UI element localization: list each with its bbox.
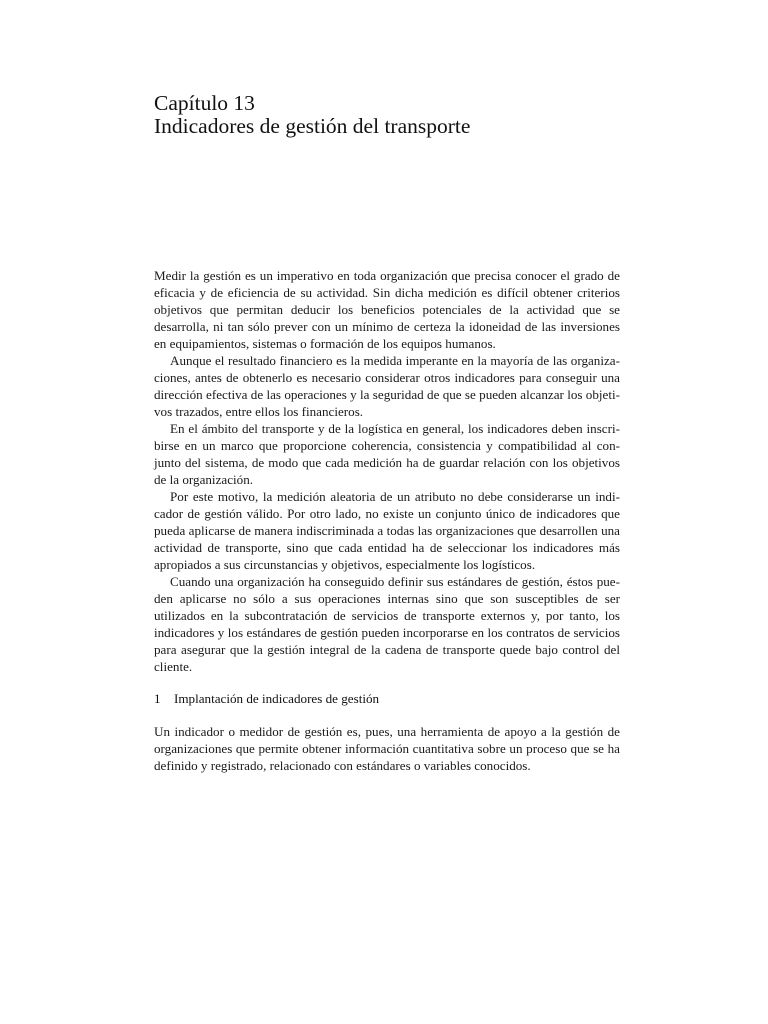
section-title: Implantación de indicadores de gestión: [174, 691, 380, 706]
section-text: [154, 723, 620, 774]
paragraph: Medir la gestión es un imperativo en toda organización que precisa conocer el grado de eficacia y de eficiencia de su actividad. Sin dicha medición es difícil obtener criterios objetivos que permitan deducir los beneficios potenciales de la actividad que se desarrolla, ni tan sólo prever con un mínimo de certeza la idoneidad de las inversiones en equipamientos, sistemas o formación de los equipos humanos.: [154, 268, 620, 351]
paragraph: En el ámbito del transporte y de la logística en general, los indicadores deben inscribirse en un marco que proporcione coherencia, consistencia y compatibilidad al conjunto del sistema, de modo que cada medición ha de guardar relación con los objetivos de la organización.: [154, 421, 620, 487]
chapter-title: Indicadores de gestión del transporte: [154, 114, 471, 138]
section-heading: [154, 690, 620, 707]
intro-text: [154, 267, 620, 675]
chapter-heading: [154, 92, 624, 138]
section-number: 1: [154, 691, 161, 706]
paragraph: Un indicador o medidor de gestión es, pues, una herramienta de apoyo a la gestión de organizaciones que permite obtener información cuantitativa sobre un proceso que se ha definido y registrado, relacionado con estándares o variables conocidos.: [154, 724, 620, 773]
paragraph: Aunque el resultado financiero es la medida imperante en la mayoría de las organizaciones, antes de obtenerlo es necesario considerar otros indicadores para conseguir una dirección efectiva de las operaciones y la seguridad de que se pueden alcanzar los objetivos trazados, entre ellos los financieros.: [154, 353, 620, 419]
paragraph: Por este motivo, la medición aleatoria de un atributo no debe considerarse un indicador de gestión válido. Por otro lado, no existe un conjunto único de indicadores que pueda aplicarse de manera indiscriminada a todas las organizaciones que desarrollen una actividad de transporte, sino que cada entidad ha de seleccionar los indicadores más apropiados a sus circunstancias y objetivos, especialmente los logísticos.: [154, 489, 620, 572]
chapter-number: Capítulo 13: [154, 91, 255, 115]
paragraph: Cuando una organización ha conseguido definir sus estándares de gestión, éstos pueden aplicarse no sólo a sus operaciones internas sino que son susceptibles de ser utilizados en la subcontratación de servicios de transporte externos y, por tanto, los indicadores y los estándares de gestión pueden incorporarse en los contratos de servicios para asegurar que la gestión integral de la cadena de transporte quede bajo control del cliente.: [154, 574, 620, 674]
